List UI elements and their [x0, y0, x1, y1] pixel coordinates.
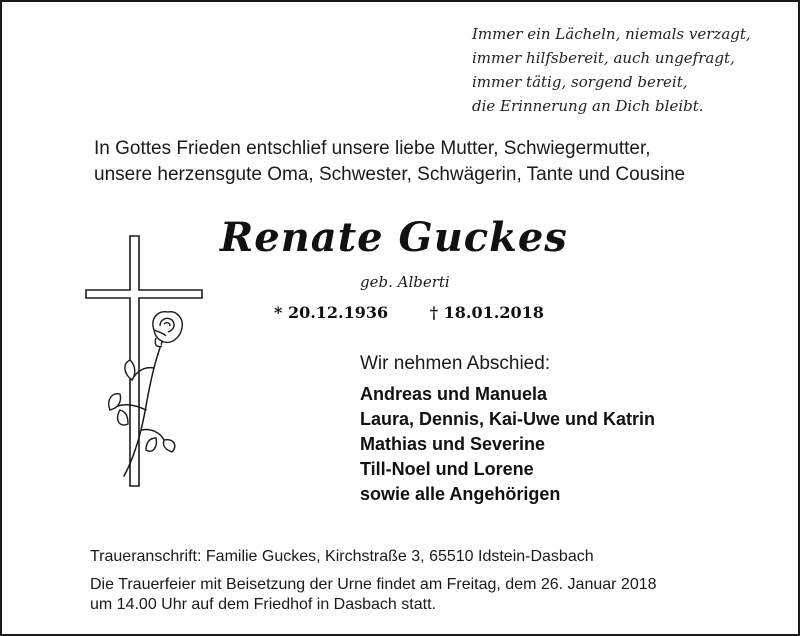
memorial-poem	[472, 22, 792, 118]
intro-line: In Gottes Frieden entschlief unsere liebe Mutter, Schwiegermutter,	[94, 138, 651, 159]
poem-line: immer hilfsbereit, auch ungefragt,	[472, 49, 735, 67]
mourner-entry: Andreas und Manuela	[360, 384, 548, 404]
farewell-heading: Wir nehmen Abschied:	[360, 353, 551, 374]
poem-line: immer tätig, sorgend bereit,	[472, 73, 688, 91]
poem-line: Immer ein Lächeln, niemals verzagt,	[472, 25, 751, 43]
ceremony-line: Die Trauerfeier mit Beisetzung der Urne findet am Freitag, dem 26. Januar 2018	[90, 576, 657, 593]
intro-text	[94, 136, 784, 188]
mourner-entry: Till-Noel und Lorene	[360, 459, 534, 479]
cross-with-rose-icon	[84, 234, 204, 494]
mourner-entry: Laura, Dennis, Kai-Uwe und Katrin	[360, 409, 656, 429]
maiden-name: geb. Alberti	[360, 273, 450, 291]
ceremony-line: um 14.00 Uhr auf dem Friedhof in Dasbach statt.	[90, 596, 436, 613]
intro-line: unsere herzensgute Oma, Schwester, Schwägerin, Tante und Cousine	[94, 164, 686, 185]
ceremony-details	[90, 575, 790, 615]
deceased-name: Renate Guckes	[220, 214, 568, 261]
poem-line: die Erinnerung an Dich bleibt.	[472, 97, 704, 115]
mourner-entry: Mathias und Severine	[360, 434, 546, 454]
birth-date: * 20.12.1936	[274, 303, 389, 322]
mourners-list	[360, 382, 655, 507]
death-date: † 18.01.2018	[429, 303, 544, 322]
life-dates	[274, 302, 544, 324]
mourner-entry: sowie alle Angehörigen	[360, 484, 561, 504]
mourning-address: Traueranschrift: Familie Guckes, Kirchstraße 3, 65510 Idstein-Dasbach	[90, 548, 594, 565]
